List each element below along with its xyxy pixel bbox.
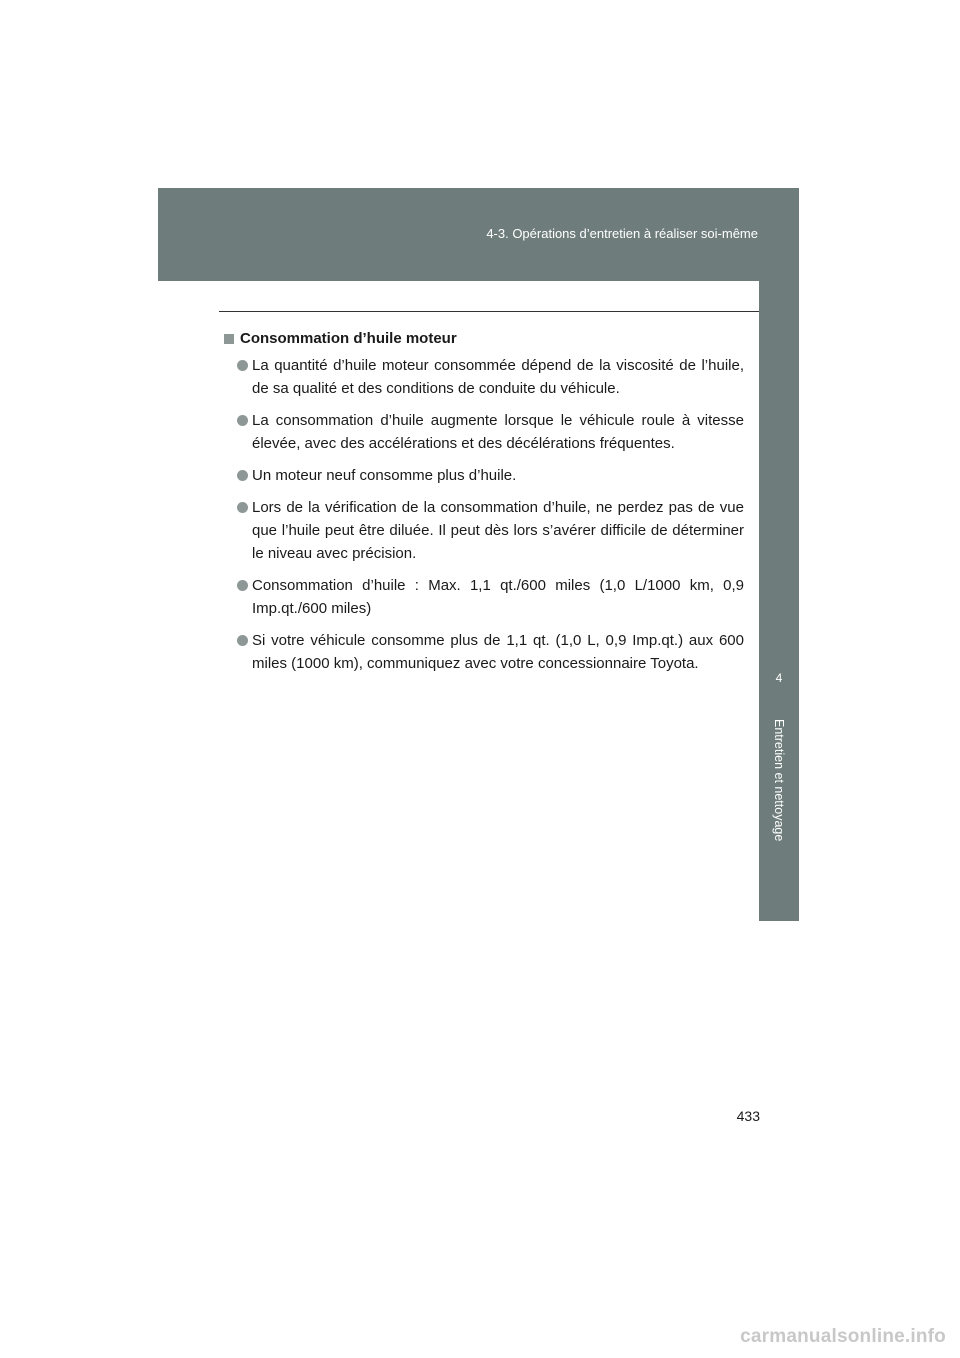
circle-bullet-icon <box>237 580 248 591</box>
chapter-side-tab <box>759 281 799 921</box>
section-heading <box>224 328 744 350</box>
list-item-text: La quantité d’huile moteur consommée dépend de la viscosité de l’huile, de sa qualité et des conditions de conduite du véhicule. <box>252 357 744 397</box>
circle-bullet-icon <box>237 360 248 371</box>
main-content <box>224 328 744 684</box>
list-item <box>224 354 744 400</box>
chapter-title: Entretien et nettoyage <box>772 719 786 842</box>
circle-bullet-icon <box>237 415 248 426</box>
section-heading-text: Consommation d’huile moteur <box>240 330 457 347</box>
list-item-text: Lors de la vérification de la consommation d’huile, ne perdez pas de vue que l’huile peut être diluée. Il peut dès lors s’avérer difficile de déterminer le niveau avec précision. <box>252 499 744 562</box>
circle-bullet-icon <box>237 470 248 481</box>
list-item <box>224 409 744 455</box>
watermark: carmanualsonline.info <box>740 1326 946 1347</box>
circle-bullet-icon <box>237 502 248 513</box>
list-item <box>224 496 744 565</box>
list-item-text: Consommation d’huile : Max. 1,1 qt./600 miles (1,0 L/1000 km, 0,9 Imp.qt./600 miles) <box>252 577 744 617</box>
list-item-text: La consommation d’huile augmente lorsque le véhicule roule à vitesse élevée, avec des accélérations et des décélérations fréquentes. <box>252 412 744 452</box>
heading-divider <box>219 311 759 312</box>
page-number: 433 <box>736 1108 760 1124</box>
list-item <box>224 574 744 620</box>
list-item <box>224 629 744 675</box>
list-item-text: Un moteur neuf consomme plus d’huile. <box>252 467 517 484</box>
list-item <box>224 464 744 487</box>
circle-bullet-icon <box>237 635 248 646</box>
square-bullet-icon <box>224 334 234 344</box>
section-header-band <box>158 188 799 281</box>
chapter-number: 4 <box>775 671 783 685</box>
list-item-text: Si votre véhicule consomme plus de 1,1 qt. (1,0 L, 0,9 Imp.qt.) aux 600 miles (1000 km), communiquez avec votre concessionnaire Toyota. <box>252 632 744 672</box>
bullet-list <box>224 354 744 675</box>
section-title: 4-3. Opérations d’entretien à réaliser soi-même <box>486 226 758 241</box>
